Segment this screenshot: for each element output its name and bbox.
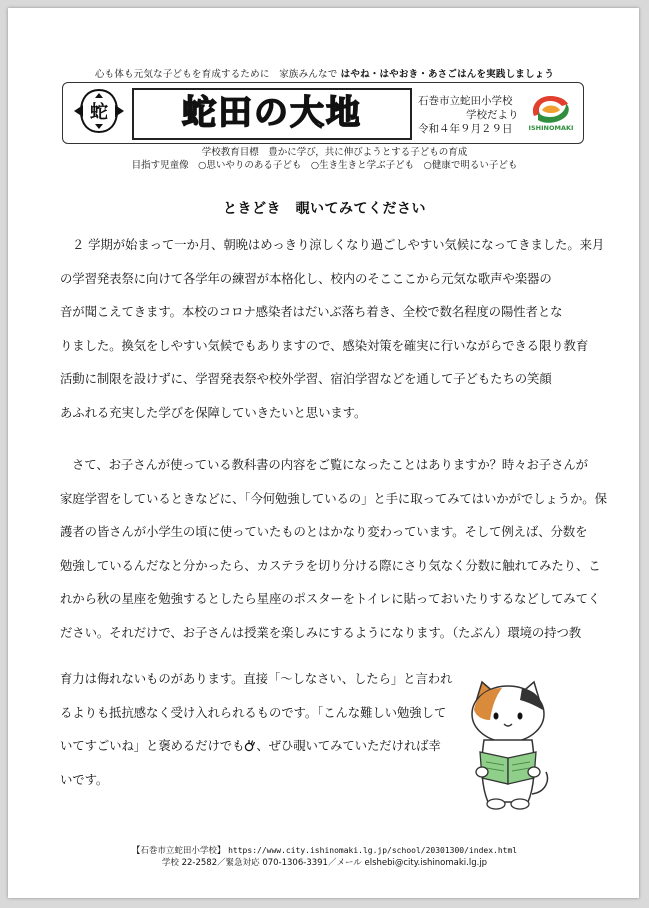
- cat-right-paw: [528, 767, 540, 777]
- ideal-child: 目指す児童像 ○思いやりのある子ども ○生き生きと学ぶ子ども ○健康で明るい子ども: [131, 160, 518, 171]
- footer-line-1: [0, 845, 649, 857]
- paragraph-line: [60, 729, 452, 763]
- paragraph-1: [60, 228, 604, 430]
- footer-school-label: 【石巻市立蛇田小学校】: [131, 846, 226, 856]
- paragraph-line: 家庭学習をしているときなどに、「今何勉強しているの」と手に取ってみてはいかがでしょうか。保: [60, 490, 607, 506]
- paragraph-line: 勉強しているんだなと分かったら、カステラを切り分ける際にさり気なく分数に触れてみたり、こ: [60, 557, 601, 573]
- paragraph-line-part: いてすごいね」と褒めるだけでも: [60, 738, 245, 754]
- masthead-title: 蛇田の大地: [182, 93, 362, 133]
- masthead-title-box: [132, 88, 412, 140]
- paragraph-line: れから秋の星座を勉強するとしたら星座のポスターをトイレに貼っておいたりするなどしてみてく: [60, 591, 601, 607]
- footer-contact: 学校 22-2582／緊急対応 070-1306-3391／メール elshebi@city.ishinomaki.lg.jp: [161, 858, 488, 868]
- paragraph-line: 育力は侮れないものがあります。直接「～しなさい、したら」と言われ: [60, 671, 453, 686]
- paragraph-line: さて、お子さんが使っている教科書の内容をご覧になったことはありますか？時々お子さんが: [72, 457, 588, 472]
- ishinomaki-logo: [522, 90, 580, 134]
- ok-hand-icon: [244, 729, 256, 763]
- paragraph-line: ださい。それだけで、お子さんは授業を楽しみにするようになります。（たぶん）環境の持つ教: [60, 624, 582, 640]
- paragraph-line: るよりも抵抗感なく受け入れられるものです。「こんな難しい勉強して: [60, 704, 447, 720]
- education-goal: 学校教育目標 豊かに学び，共に伸びようとする子どもの育成: [201, 147, 468, 158]
- school-info: [418, 94, 519, 136]
- paragraph-line-part: 、ぜひ覗いてみていただければ幸: [256, 738, 441, 754]
- school-name: 石巻市立蛇田小学校: [418, 95, 513, 107]
- footer-url[interactable]: https://www.city.ishinomaki.lg.jp/school/20301300/index.html: [228, 846, 518, 855]
- paragraph-line: 護者の皆さんが小学生の頃に使っていたものとはかなり変わっています。そして例えば、分数を: [60, 524, 588, 540]
- paragraph-line: ２ 学期が始まって一か月、朝晩はめっきり涼しくなり過ごしやすい気候になってきました。来月: [72, 237, 605, 252]
- logo-text: ISHINOMAKI: [528, 124, 574, 132]
- ishinomaki-logo-icon: [522, 90, 580, 126]
- paragraph-line: 活動に制限を設けずに、学習発表祭や校外学習、宿泊学習などを通して子どもたちの笑顔: [60, 371, 552, 387]
- newsletter-name: 学校だより: [466, 109, 519, 121]
- school-seal-icon: [70, 88, 128, 134]
- cat-right-foot: [511, 799, 529, 809]
- seal-glyph: 蛇: [90, 102, 108, 123]
- paragraph-line: の学習発表祭に向けて各学年の練習が本格化し、校内のそこここから元気な歌声や楽器の: [60, 270, 552, 286]
- slogan-prefix: 心も体も元気な子どもを育成するために 家族みんなで: [94, 69, 338, 80]
- paragraph-3: [60, 662, 452, 796]
- footer: [0, 845, 649, 869]
- issue-date: 令和４年９月２９日: [418, 123, 513, 135]
- slogan-main: はやね・はやおき・あさごはんを実践しましょう: [340, 69, 555, 80]
- school-goals: [0, 146, 649, 172]
- paragraph-line: りました。換気をしやすい気候でもありますので、感染対策を確実に行いながらできる限り教育: [60, 337, 589, 353]
- paragraph-2: [60, 448, 607, 650]
- cat-left-paw: [476, 767, 488, 777]
- cat-left-foot: [487, 799, 505, 809]
- article-title: ときどき 覗いてみてください: [223, 201, 426, 217]
- top-slogan: [0, 66, 649, 80]
- paragraph-line: あふれる充実した学びを保障していきたいと思います。: [60, 404, 367, 420]
- cat-reading-illustration: [462, 676, 554, 810]
- paragraph-line: 音が聞こえてきます。本校のコロナ感染者はだいぶ落ち着き、全校で数名程度の陽性者とな: [60, 304, 563, 320]
- cat-right-eye: [518, 713, 523, 720]
- paragraph-line: いです。: [60, 771, 109, 787]
- cat-left-eye: [494, 713, 499, 720]
